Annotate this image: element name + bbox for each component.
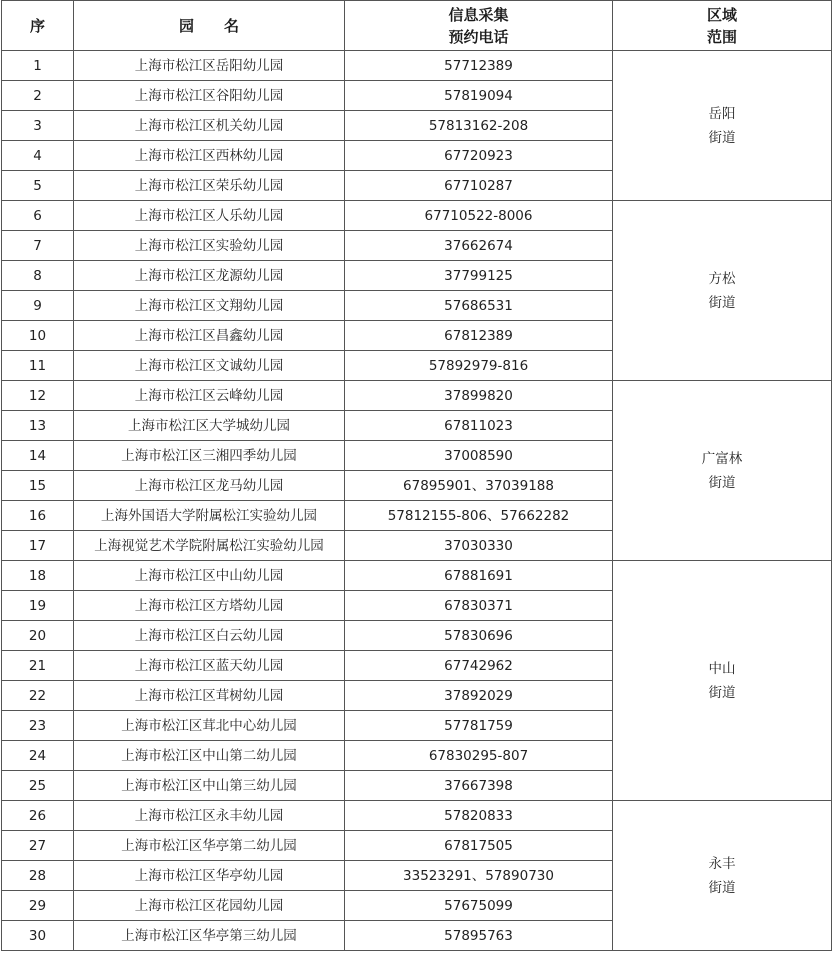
- row-name: 上海市松江区大学城幼儿园: [74, 411, 345, 441]
- row-name: 上海市松江区华亭第二幼儿园: [74, 831, 345, 861]
- row-phone: 67881691: [345, 561, 613, 591]
- row-phone: 33523291、57890730: [345, 861, 613, 891]
- row-no: 27: [2, 831, 74, 861]
- row-no: 2: [2, 81, 74, 111]
- area-line1: 方松: [708, 270, 736, 287]
- header-area-line1: 区域: [706, 5, 737, 24]
- row-no: 4: [2, 141, 74, 171]
- row-name: 上海市松江区白云幼儿园: [74, 621, 345, 651]
- row-phone: 67817505: [345, 831, 613, 861]
- row-no: 20: [2, 621, 74, 651]
- row-no: 25: [2, 771, 74, 801]
- area-line1: 岳阳: [708, 105, 736, 122]
- row-no: 7: [2, 231, 74, 261]
- header-phone: [345, 1, 613, 51]
- row-phone: 57820833: [345, 801, 613, 831]
- row-phone: 57892979-816: [345, 351, 613, 381]
- area-line2: 街道: [708, 879, 736, 896]
- table-header-row: [2, 1, 832, 51]
- header-name: [74, 1, 345, 51]
- header-phone-line1: 信息采集: [448, 5, 509, 24]
- row-phone: 57675099: [345, 891, 613, 921]
- area-cell: [613, 561, 832, 801]
- area-line1: 广富林: [701, 450, 743, 467]
- row-no: 22: [2, 681, 74, 711]
- row-no: 21: [2, 651, 74, 681]
- row-no: 5: [2, 171, 74, 201]
- row-name: 上海市松江区龙马幼儿园: [74, 471, 345, 501]
- row-phone: 37892029: [345, 681, 613, 711]
- row-phone: 67895901、37039188: [345, 471, 613, 501]
- row-phone: 57712389: [345, 51, 613, 81]
- row-name: 上海市松江区永丰幼儿园: [74, 801, 345, 831]
- row-name: 上海市松江区谷阳幼儿园: [74, 81, 345, 111]
- row-no: 18: [2, 561, 74, 591]
- area-line2: 街道: [708, 474, 736, 491]
- row-name: 上海市松江区荣乐幼儿园: [74, 171, 345, 201]
- row-phone: 57895763: [345, 921, 613, 951]
- row-name: 上海市松江区华亭幼儿园: [74, 861, 345, 891]
- row-phone: 67710287: [345, 171, 613, 201]
- row-no: 10: [2, 321, 74, 351]
- header-phone-line2: 预约电话: [448, 27, 509, 46]
- area-cell: [613, 801, 832, 951]
- row-phone: 67742962: [345, 651, 613, 681]
- area-line1: 永丰: [708, 855, 736, 872]
- area-line2: 街道: [708, 294, 736, 311]
- row-name: 上海市松江区中山第二幼儿园: [74, 741, 345, 771]
- row-phone: 57781759: [345, 711, 613, 741]
- row-phone: 57813162-208: [345, 111, 613, 141]
- row-no: 30: [2, 921, 74, 951]
- row-name: 上海外国语大学附属松江实验幼儿园: [74, 501, 345, 531]
- row-phone: 57830696: [345, 621, 613, 651]
- row-no: 13: [2, 411, 74, 441]
- row-no: 8: [2, 261, 74, 291]
- row-phone: 37899820: [345, 381, 613, 411]
- row-phone: 67811023: [345, 411, 613, 441]
- row-phone: 37799125: [345, 261, 613, 291]
- row-phone: 67812389: [345, 321, 613, 351]
- row-phone: 37667398: [345, 771, 613, 801]
- row-no: 23: [2, 711, 74, 741]
- row-no: 9: [2, 291, 74, 321]
- row-phone: 67720923: [345, 141, 613, 171]
- row-name: 上海市松江区三湘四季幼儿园: [74, 441, 345, 471]
- area-line2: 街道: [708, 684, 736, 701]
- header-area: [613, 1, 832, 51]
- row-phone: 57819094: [345, 81, 613, 111]
- row-name: 上海市松江区实验幼儿园: [74, 231, 345, 261]
- row-phone: 37030330: [345, 531, 613, 561]
- row-name: 上海市松江区云峰幼儿园: [74, 381, 345, 411]
- row-phone: 37662674: [345, 231, 613, 261]
- header-no: [2, 1, 74, 51]
- area-cell: [613, 51, 832, 201]
- row-name: 上海市松江区龙源幼儿园: [74, 261, 345, 291]
- row-name: 上海市松江区西林幼儿园: [74, 141, 345, 171]
- table-row: [2, 801, 832, 831]
- header-area-line2: 范围: [706, 27, 737, 46]
- row-name: 上海市松江区文诚幼儿园: [74, 351, 345, 381]
- row-name: 上海市松江区文翔幼儿园: [74, 291, 345, 321]
- row-name: 上海市松江区岳阳幼儿园: [74, 51, 345, 81]
- table-row: [2, 51, 832, 81]
- header-name-label: 园 名: [178, 16, 239, 35]
- row-phone: 67830371: [345, 591, 613, 621]
- row-no: 15: [2, 471, 74, 501]
- row-name: 上海市松江区茸北中心幼儿园: [74, 711, 345, 741]
- row-no: 6: [2, 201, 74, 231]
- row-name: 上海市松江区蓝天幼儿园: [74, 651, 345, 681]
- row-no: 19: [2, 591, 74, 621]
- row-phone: 37008590: [345, 441, 613, 471]
- row-no: 26: [2, 801, 74, 831]
- row-phone: 57686531: [345, 291, 613, 321]
- row-no: 17: [2, 531, 74, 561]
- row-no: 24: [2, 741, 74, 771]
- row-no: 1: [2, 51, 74, 81]
- row-name: 上海市松江区花园幼儿园: [74, 891, 345, 921]
- row-no: 14: [2, 441, 74, 471]
- row-name: 上海市松江区华亭第三幼儿园: [74, 921, 345, 951]
- area-line2: 街道: [708, 129, 736, 146]
- table-row: [2, 381, 832, 411]
- row-no: 11: [2, 351, 74, 381]
- row-no: 29: [2, 891, 74, 921]
- row-name: 上海市松江区中山第三幼儿园: [74, 771, 345, 801]
- row-name: 上海市松江区方塔幼儿园: [74, 591, 345, 621]
- area-cell: [613, 201, 832, 381]
- table-row: [2, 561, 832, 591]
- row-name: 上海市松江区昌鑫幼儿园: [74, 321, 345, 351]
- kindergarten-table: [1, 0, 832, 951]
- header-no-label: 序: [29, 16, 45, 35]
- row-name: 上海市松江区中山幼儿园: [74, 561, 345, 591]
- row-phone: 67710522-8006: [345, 201, 613, 231]
- row-name: 上海市松江区机关幼儿园: [74, 111, 345, 141]
- row-no: 28: [2, 861, 74, 891]
- row-no: 16: [2, 501, 74, 531]
- row-name: 上海视觉艺术学院附属松江实验幼儿园: [74, 531, 345, 561]
- row-phone: 57812155-806、57662282: [345, 501, 613, 531]
- area-line1: 中山: [708, 660, 736, 677]
- row-phone: 67830295-807: [345, 741, 613, 771]
- table-row: [2, 201, 832, 231]
- row-name: 上海市松江区茸树幼儿园: [74, 681, 345, 711]
- row-no: 3: [2, 111, 74, 141]
- row-no: 12: [2, 381, 74, 411]
- area-cell: [613, 381, 832, 561]
- row-name: 上海市松江区人乐幼儿园: [74, 201, 345, 231]
